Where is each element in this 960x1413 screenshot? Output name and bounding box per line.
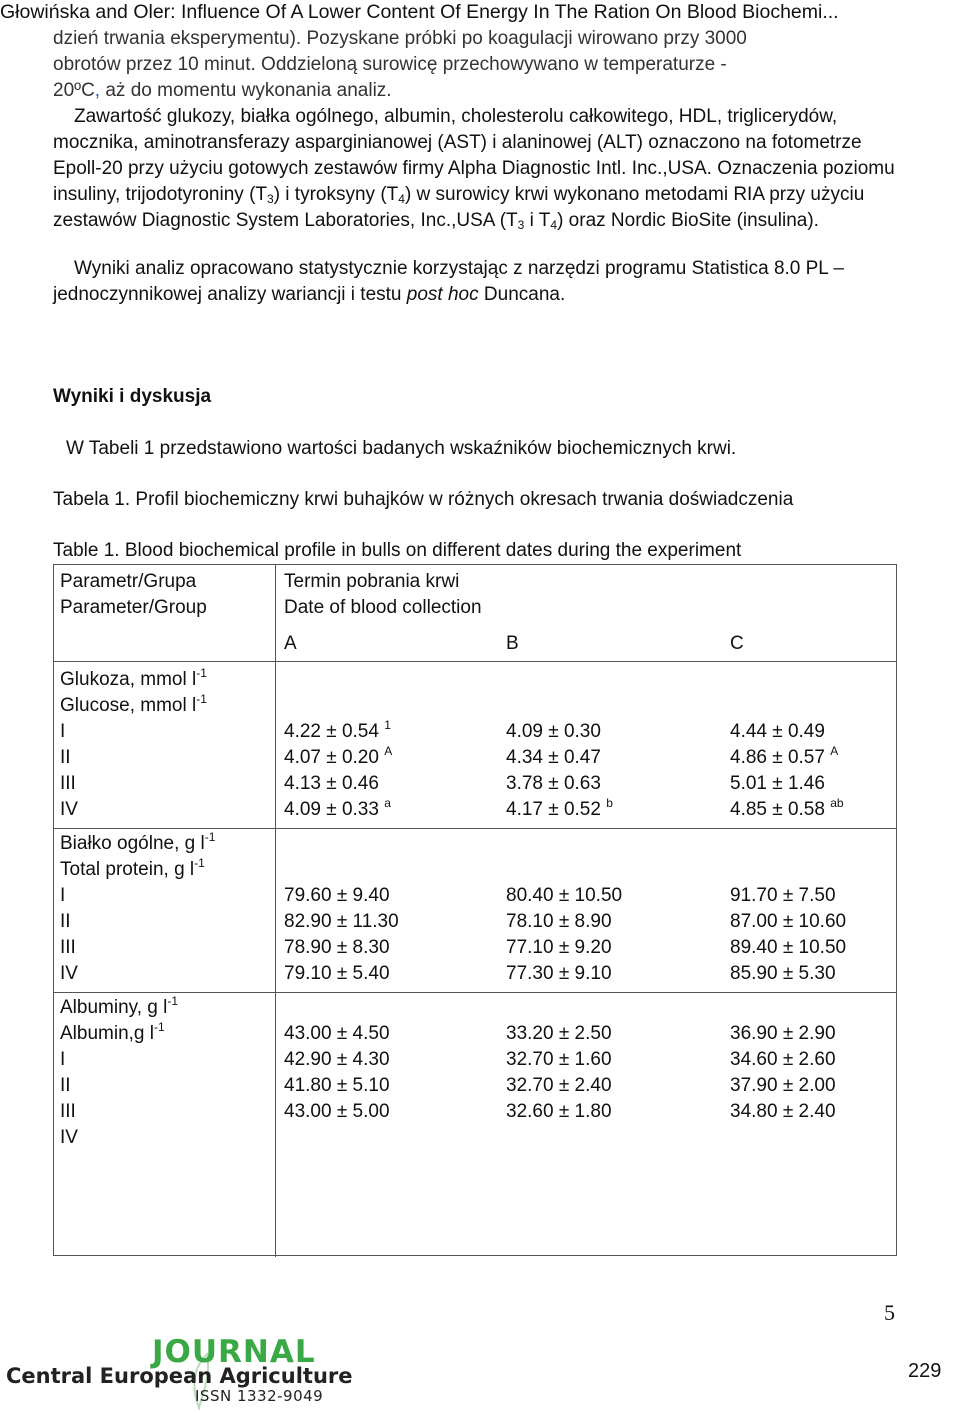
table-divider: [54, 828, 896, 829]
group-label: II: [60, 747, 71, 768]
group-label: I: [60, 1049, 66, 1070]
significance-superscript: 1: [384, 718, 391, 732]
glucose-column-a: [284, 719, 392, 823]
label-pl: Glukoza, mmol l: [60, 669, 197, 690]
methods-line: obrotów przez 10 minut. Oddzieloną surowicę przechowywano w temperaturze -: [53, 54, 727, 75]
methods-paragraph-1: [53, 26, 903, 104]
unit-superscript: -1: [154, 1020, 165, 1034]
table-cell: 37.90 ± 2.00: [730, 1075, 836, 1096]
label-en: Total protein, g l: [60, 859, 195, 880]
glucose-column-b: [506, 719, 613, 823]
methods-line: dzień trwania eksperymentu). Pozyskane próbki po koagulacji wirowano przy 3000: [53, 28, 747, 49]
table-cell: 34.80 ± 2.40: [730, 1101, 836, 1122]
protein-label: [60, 831, 215, 987]
group-label: I: [60, 721, 66, 742]
column-header-c: C: [730, 633, 744, 654]
table-cell: 4.22 ± 0.54 $^1$: [284, 718, 391, 742]
glucose-label: [60, 667, 207, 823]
unit-superscript: -1: [196, 666, 207, 680]
subscript: 3: [517, 218, 525, 232]
albumin-column-a: [284, 1021, 390, 1125]
page-number: 5: [884, 1300, 895, 1325]
table-cell: 34.60 ± 2.60: [730, 1049, 836, 1070]
table-cell: 4.13 ± 0.46: [284, 773, 379, 794]
protein-column-b: [506, 883, 622, 987]
albumin-column-b: [506, 1021, 612, 1125]
table-cell: 4.17 ± 0.52 $^b$: [506, 796, 613, 820]
table-cell: 32.70 ± 1.60: [506, 1049, 612, 1070]
section-heading: Wyniki i dyskusja: [53, 386, 212, 407]
blue-comma: ,: [94, 80, 101, 101]
table-cell: 89.40 ± 10.50: [730, 937, 847, 958]
group-label: III: [60, 773, 76, 794]
table-cell: 4.09 ± 0.33 $^a$: [284, 796, 391, 820]
temperature-text: 20ºC: [53, 80, 95, 101]
albumin-label: [60, 995, 178, 1151]
table-cell: 4.44 ± 0.49: [730, 721, 825, 742]
albumin-column-c: [730, 1021, 836, 1125]
results-intro: W Tabeli 1 przedstawiono wartości badanych wskaźników biochemicznych krwi.: [66, 438, 737, 459]
table-cell: 78.90 ± 8.30: [284, 937, 390, 958]
table-cell: 79.60 ± 9.40: [284, 885, 390, 906]
table-cell: 43.00 ± 4.50: [284, 1023, 390, 1044]
subscript: 4: [398, 192, 405, 206]
table-cell: 79.10 ± 5.40: [284, 963, 390, 984]
group-label: II: [60, 1075, 71, 1096]
table-cell: 5.01 ± 1.46: [730, 773, 825, 794]
subscript: 3: [267, 192, 274, 206]
table-cell: 85.90 ± 5.30: [730, 963, 836, 984]
journal-page-number: 229: [908, 1360, 942, 1382]
methods-text: ) oraz Nordic BioSite (insulina).: [557, 210, 819, 231]
protein-column-c: [730, 883, 846, 987]
unit-superscript: -1: [204, 830, 216, 844]
table-cell: 36.90 ± 2.90: [730, 1023, 836, 1044]
table-divider: [275, 565, 276, 1257]
glucose-column-c: [730, 719, 844, 823]
significance-superscript: ab: [830, 796, 844, 810]
table-divider: [54, 661, 896, 662]
table-cell: 32.70 ± 2.40: [506, 1075, 612, 1096]
table-cell: 87.00 ± 10.60: [730, 911, 847, 932]
table-cell: 43.00 ± 5.00: [284, 1101, 390, 1122]
unit-superscript: -1: [167, 994, 179, 1008]
group-label: III: [60, 1101, 76, 1122]
methods-paragraph-2: [53, 104, 903, 234]
table-cell: 91.70 ± 7.50: [730, 885, 836, 906]
unit-superscript: -1: [196, 692, 207, 706]
column-header-a: A: [284, 633, 297, 654]
methods-text: ) i tyroksyny (T: [273, 184, 399, 205]
significance-superscript: a: [384, 796, 391, 810]
significance-superscript: b: [606, 796, 613, 810]
methods-paragraph-3: [53, 256, 903, 308]
journal-logo-name: Central European Agriculture: [6, 1364, 353, 1388]
table-cell: 4.09 ± 0.30: [506, 721, 601, 742]
label-pl: Albuminy, g l: [60, 997, 168, 1018]
group-label: II: [60, 911, 71, 932]
journal-issn: ISSN 1332-9049: [195, 1387, 324, 1405]
subscript: 4: [550, 218, 558, 232]
label-en: Albumin,g l: [60, 1023, 154, 1044]
label-en: Glucose, mmol l: [60, 695, 197, 716]
group-label: III: [60, 937, 76, 958]
param-header-pl: Parametr/Grupa: [60, 571, 197, 592]
protein-column-a: [284, 883, 399, 987]
methods-line-tail: aż do momentu wykonania analiz.: [100, 80, 392, 101]
group-label: IV: [60, 963, 78, 984]
table-cell: 4.07 ± 0.20 $^A$: [284, 744, 393, 768]
unit-superscript: -1: [194, 856, 205, 870]
methods-text: Wyniki analiz opracowano statystycznie korzystając z narzędzi programu Statistica 8.0 PL – jednoczynnikowej analizy wariancji i testu: [53, 258, 845, 305]
label-pl: Białko ogólne, g l: [60, 833, 205, 854]
methods-text: i T: [524, 210, 551, 231]
table-divider: [54, 992, 896, 993]
table-cell: 4.34 ± 0.47: [506, 747, 601, 768]
table-cell: 4.85 ± 0.58 $^{ab}$: [730, 796, 844, 820]
italic-term: post hoc: [406, 284, 479, 305]
journal-logo-word: JOURNAL: [152, 1334, 316, 1370]
methods-text: Zawartość glukozy, białka ogólnego, albumin, cholesterolu całkowitego, HDL, triglicerydów, mocznika, aminotransferazy asparginianowej (AST) i alaninowej (ALT) oznaczono na fotometrze Epoll-20 przy użyciu gotowych zestawów firmy Alpha Diagnostic Intl. Inc.,USA. Oznaczenia poziomu insuliny, trijodotyroniny (T: [53, 106, 895, 205]
table-caption-pl: Tabela 1. Profil biochemiczny krwi buhajków w różnych okresach trwania doświadczenia: [53, 489, 794, 510]
group-label: IV: [60, 1127, 78, 1148]
table-cell: 77.30 ± 9.10: [506, 963, 612, 984]
methods-line: [53, 78, 903, 104]
table-cell: 41.80 ± 5.10: [284, 1075, 390, 1096]
param-header-en: Parameter/Group: [60, 597, 207, 618]
biochemical-table: [53, 564, 897, 1256]
table-cell: 3.78 ± 0.63: [506, 773, 601, 794]
table-cell: 32.60 ± 1.80: [506, 1101, 612, 1122]
running-header: Głowińska and Oler: Influence Of A Lower Content Of Energy In The Ration On Blood Biochemi...: [0, 1, 839, 23]
significance-superscript: A: [830, 744, 839, 758]
table-cell: 33.20 ± 2.50: [506, 1023, 612, 1044]
date-header-en: Date of blood collection: [284, 597, 482, 618]
table-caption-en: Table 1. Blood biochemical profile in bulls on different dates during the experiment: [53, 540, 742, 561]
column-header-b: B: [506, 633, 519, 654]
methods-text: Duncana.: [478, 284, 566, 305]
group-label: I: [60, 885, 66, 906]
table-cell: 4.86 ± 0.57 $^A$: [730, 744, 839, 768]
table-cell: 42.90 ± 4.30: [284, 1049, 390, 1070]
date-header-pl: Termin pobrania krwi: [284, 571, 460, 592]
table-cell: 77.10 ± 9.20: [506, 937, 612, 958]
table-cell: 82.90 ± 11.30: [284, 911, 399, 932]
table-cell: 78.10 ± 8.90: [506, 911, 612, 932]
significance-superscript: A: [384, 744, 393, 758]
methods-text: ) w surowicy krwi wykonano metodami RIA przy użyciu zestawów Diagnostic System Laboratories, Inc.,USA (T: [53, 184, 865, 231]
group-label: IV: [60, 799, 78, 820]
table-cell: 80.40 ± 10.50: [506, 885, 623, 906]
